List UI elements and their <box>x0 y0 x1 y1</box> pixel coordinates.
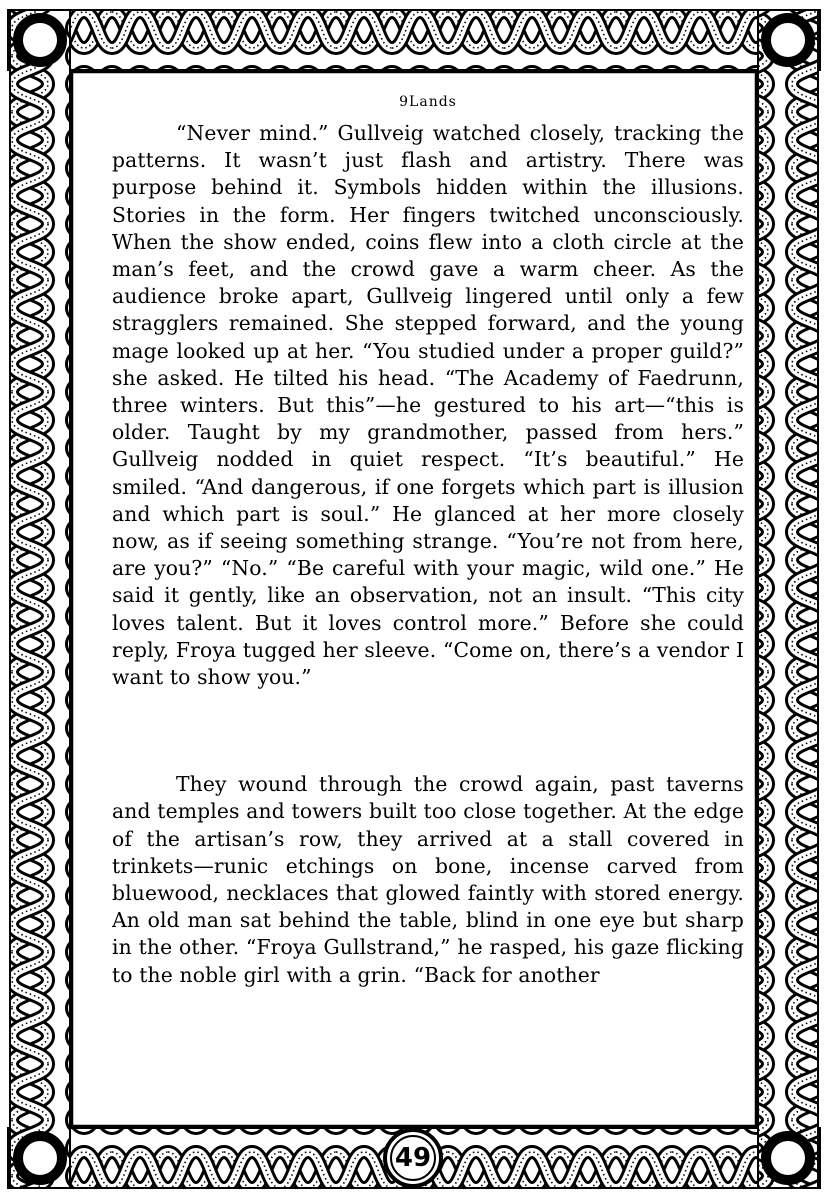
page-number-badge <box>383 1128 443 1188</box>
page-text-area <box>112 88 744 1098</box>
paragraph-1: “Never mind.” Gullveig watched closely, tracking the patterns. It wasn’t just flash and artistry. There was purpose behind it. Symbols hidden within the illusions. Stories in the form. Her fingers twitched unconsciously. When the show ended, coins flew into a cloth circle at the man’s feet, and the crowd gave a warm cheer. As the audience broke apart, Gullveig lingered until only a few stragglers remained. She stepped forward, and the young mage looked up at her. “You studied under a proper guild?” she asked. He tilted his head. “The Academy of Faedrunn, three winters. But this”—he gestured to his art—“this is older. Taught by my grandmother, passed from hers.” Gullveig nodded in quiet respect. “It’s beautiful.” He smiled. “And dangerous, if one forgets which part is illusion and which part is soul.” He glanced at her more closely now, as if seeing something strange. “You’re not from here, are you?” “No.” “Be careful with your magic, wild one.” He said it gently, like an observation, not an insult. “This city loves talent. But it loves control more.” Before she could reply, Froya tugged her sleeve. “Come on, there’s a vendor I want to show you.” <box>112 121 744 690</box>
page-number: 49 <box>394 1143 432 1173</box>
running-head: 9Lands <box>399 94 457 110</box>
paragraph-2: They wound through the crowd again, past taverns and temples and towers built too close together. At the edge of the artisan’s row, they arrived at a stall covered in trinkets—runic etchings on bone, incense carved from bluewood, necklaces that glowed faintly with stored energy. An old man sat behind the table, blind in one eye but sharp in the other. “Froya Gullstrand,” he rasped, his gaze flicking to the noble girl with a grin. “Back for another <box>112 772 744 987</box>
